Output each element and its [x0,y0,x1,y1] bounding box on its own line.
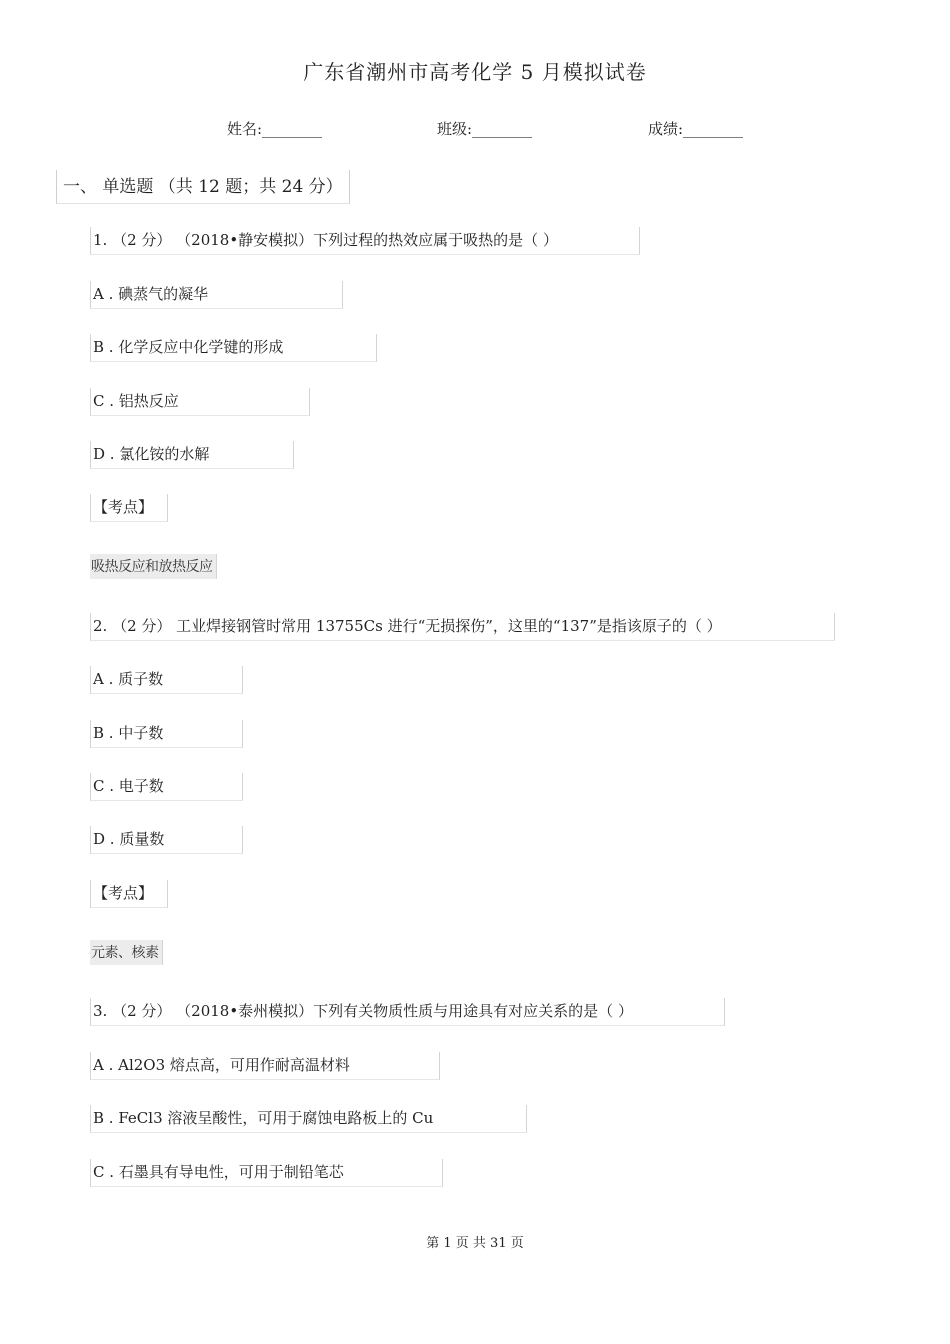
question-2-kaodian-label: 【考点】 [90,880,168,908]
question-1-option-a: A . 碘蒸气的凝华 [90,281,343,309]
question-1-stem: 1. （2 分） （2018•静安模拟）下列过程的热效应属于吸热的是（ ） [90,227,640,255]
question-3-option-c: C . 石墨具有导电性，可用于制铅笔芯 [90,1159,443,1187]
question-2-option-d: D . 质量数 [90,826,243,854]
question-2-option-c: C . 电子数 [90,773,243,801]
page-title: 广东省潮州市高考化学 5 月模拟试卷 [303,60,647,84]
question-1-kaodian-tag: 吸热反应和放热反应 [90,554,217,579]
question-2-stem: 2. （2 分） 工业焊接钢管时常用 13755Cs 进行“无损探伤”，这里的“137”是指该原子的（ ） [90,613,835,641]
question-3-stem: 3. （2 分） （2018•泰州模拟）下列有关物质性质与用途具有对应关系的是（ ） [90,998,725,1026]
page-footer: 第 1 页 共 31 页 [426,1236,524,1251]
class-field: 班级:________ [437,120,533,138]
question-3-option-a: A . Al2O3 熔点高，可用作耐高温材料 [90,1052,440,1080]
question-2-option-a: A . 质子数 [90,666,243,694]
question-1-option-b: B . 化学反应中化学键的形成 [90,334,377,362]
score-field: 成绩:________ [648,120,744,138]
question-1-option-c: C . 铝热反应 [90,388,310,416]
question-2-kaodian-tag: 元素、核素 [90,940,163,965]
question-1-option-d: D . 氯化铵的水解 [90,441,294,469]
question-3-option-b: B . FeCl3 溶液呈酸性，可用于腐蚀电路板上的 Cu [90,1105,527,1133]
question-1-kaodian-label: 【考点】 [90,494,168,522]
question-2-option-b: B . 中子数 [90,720,243,748]
name-field: 姓名:________ [227,120,323,138]
section-heading: 一、 单选题 （共 12 题；共 24 分） [56,170,350,204]
